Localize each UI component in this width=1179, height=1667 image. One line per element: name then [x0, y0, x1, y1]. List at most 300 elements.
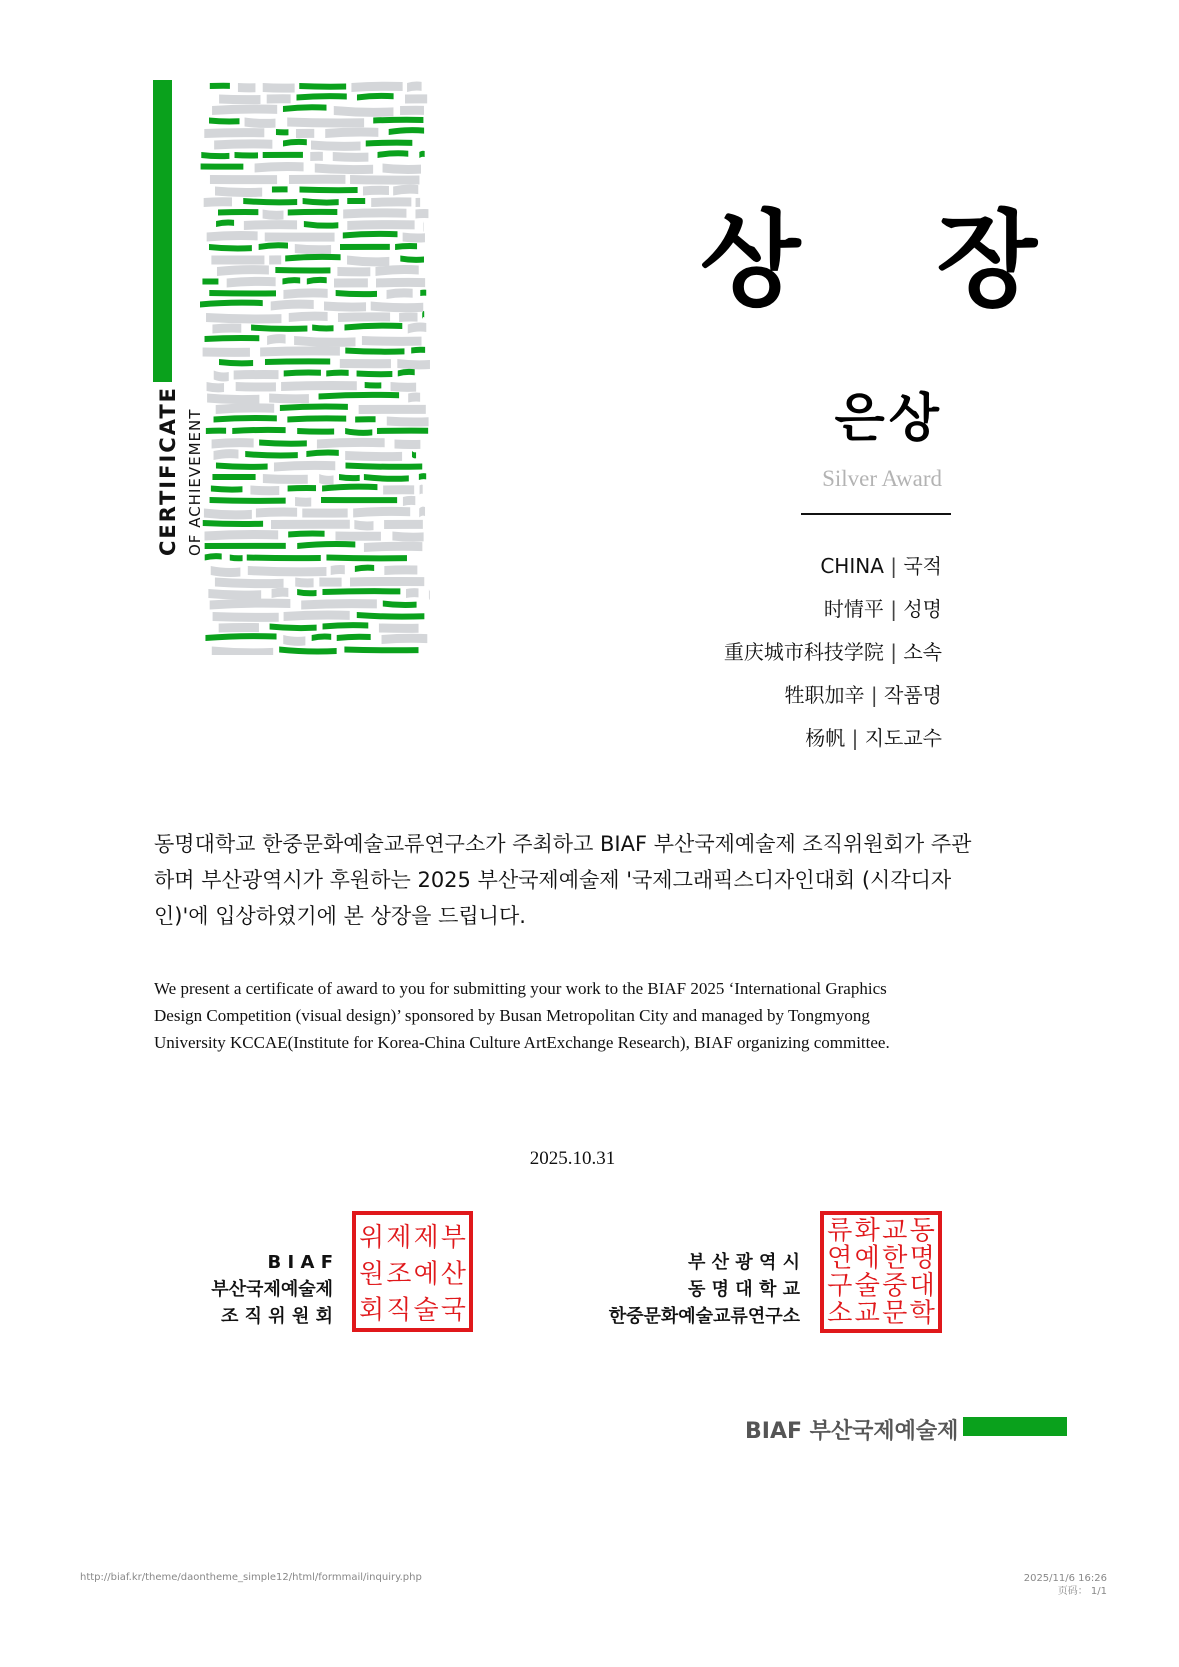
gray-stripe [212, 105, 277, 115]
gray-stripe [343, 208, 406, 218]
gray-stripe [207, 382, 224, 392]
seal-glyph: 제 [386, 1223, 412, 1254]
green-stripe [263, 152, 303, 158]
gray-stripe [204, 509, 252, 520]
gray-stripe [406, 588, 418, 598]
gray-stripe [371, 197, 411, 207]
gray-stripe [301, 599, 377, 609]
seal-glyph: 학 [909, 1298, 935, 1329]
gray-stripe [354, 520, 373, 530]
gray-stripe [397, 359, 430, 369]
gray-stripe [408, 323, 427, 334]
gray-stripe [351, 82, 402, 92]
gray-stripe [350, 577, 424, 587]
gray-stripe [319, 578, 341, 587]
separator: | [890, 554, 897, 578]
award-name-korean: 은상 [834, 389, 943, 449]
gray-stripe [250, 486, 279, 496]
gray-stripe [392, 532, 423, 542]
seal-glyph: 구 [827, 1271, 853, 1301]
seal-glyph: 류 [827, 1216, 853, 1246]
gray-stripe [238, 83, 255, 92]
green-stripe [288, 531, 324, 538]
gray-stripe [384, 520, 423, 529]
gray-stripe [302, 509, 347, 518]
green-stripe [343, 231, 398, 239]
gray-stripe [403, 496, 415, 506]
gray-stripe [212, 438, 254, 448]
gray-stripe [315, 164, 373, 175]
gray-stripe [371, 302, 424, 313]
gray-stripe [271, 300, 314, 311]
gray-stripe [408, 393, 420, 403]
separator: | [870, 683, 878, 707]
gray-stripe [400, 106, 424, 115]
info-value: 杨帆 [805, 726, 846, 750]
green-stripe [282, 277, 300, 284]
seal-glyph: 위 [359, 1223, 385, 1254]
page-number: 页码： 1/1 [1057, 1586, 1107, 1597]
green-stripe [344, 323, 402, 331]
gray-stripe [245, 118, 276, 128]
seal-glyph: 술 [854, 1271, 880, 1301]
gray-stripe [295, 244, 331, 254]
gray-stripe [204, 197, 232, 207]
green-stripe [312, 633, 332, 641]
green-stripe [214, 415, 277, 422]
gray-stripe [382, 634, 428, 644]
seal-glyph: 원 [359, 1259, 385, 1290]
separator: | [890, 640, 897, 664]
green-stripe [209, 244, 252, 252]
green-stripe [203, 520, 263, 527]
timestamp-text: 2025/11/6 16:26 [1023, 1573, 1107, 1584]
green-stripe [355, 416, 375, 422]
signatory-left [211, 1249, 333, 1330]
gray-stripe [379, 624, 419, 633]
green-stripe [205, 633, 276, 641]
green-stripe [347, 198, 365, 204]
gray-stripe [210, 175, 277, 184]
green-stripe [299, 83, 346, 90]
gray-stripe [219, 95, 260, 105]
gray-stripe [267, 94, 291, 103]
seal-glyph: 명 [909, 1243, 935, 1274]
green-stripe [364, 474, 409, 482]
gray-stripe [317, 438, 385, 449]
gray-stripe [208, 589, 261, 600]
gray-stripe [310, 152, 323, 161]
green-stripe [283, 104, 327, 112]
green-stripe [276, 129, 288, 135]
green-stripe [319, 392, 400, 400]
gray-stripe [256, 507, 297, 517]
gray-stripe [319, 474, 333, 485]
green-stripe [201, 152, 229, 159]
gray-stripe [335, 532, 380, 541]
green-stripe [322, 484, 377, 492]
green-stripe [288, 209, 338, 216]
green-stripe [312, 325, 333, 332]
green-stripe [297, 428, 334, 435]
info-row-work-title [785, 679, 942, 708]
gray-stripe [281, 381, 357, 391]
gray-stripe [283, 635, 305, 646]
seal-glyph: 교 [882, 1216, 908, 1246]
seal-glyph: 회 [359, 1295, 385, 1326]
signatory-line: 한중문화예술교류연구소 [608, 1306, 800, 1327]
gray-stripe [207, 394, 259, 405]
info-label: 지도교수 [864, 726, 942, 750]
gray-stripe [387, 288, 413, 299]
gray-stripe [419, 507, 425, 518]
seal-glyph: 대 [909, 1271, 935, 1301]
achievement-label: OF ACHIEVEMENT [186, 408, 204, 556]
gray-stripe [295, 497, 311, 507]
info-value: 重庆城市科技学院 [723, 640, 884, 664]
gray-stripe [337, 267, 370, 276]
award-name-english: Silver Award [822, 466, 942, 491]
green-stripe [275, 267, 330, 274]
gray-stripe [214, 371, 229, 382]
gray-stripe [212, 323, 241, 333]
gray-stripe [211, 255, 264, 264]
gray-stripe [217, 265, 269, 276]
green-stripe [411, 347, 425, 354]
green-stripe [210, 83, 230, 89]
green-stripe [337, 634, 371, 641]
signatory-line: B I A F [267, 1252, 333, 1273]
gray-stripe [287, 118, 364, 128]
gray-stripe [363, 186, 389, 196]
green-stripe [336, 290, 377, 297]
biaf-logo-text: BIAF 부산국제예술제 [745, 1419, 959, 1444]
green-stripe [377, 428, 428, 434]
seal-glyph: 문 [882, 1298, 908, 1329]
green-stripe [420, 290, 426, 296]
official-seal-right [820, 1211, 942, 1333]
info-label: 작품명 [884, 683, 942, 707]
gray-stripe [347, 256, 389, 267]
green-stripe [202, 278, 218, 284]
gray-stripe [407, 81, 422, 92]
green-stripe [272, 186, 288, 192]
green-stripe [234, 152, 258, 158]
certificate-label: CERTIFICATE [156, 386, 180, 556]
green-stripe [200, 300, 263, 308]
gray-stripe [347, 220, 414, 230]
info-value: 牲职加辛 [784, 683, 865, 707]
green-stripe [378, 150, 409, 158]
gray-stripe [212, 647, 273, 656]
green-stripe [205, 553, 222, 560]
gray-stripe [338, 312, 390, 322]
gray-stripe [236, 382, 276, 392]
green-stripe [412, 451, 416, 458]
accent-vertical-bar [153, 80, 172, 382]
issue-date: 2025.10.31 [529, 1148, 616, 1169]
gray-stripe [334, 106, 394, 117]
green-stripe [259, 242, 288, 250]
seal-glyph: 직 [386, 1295, 412, 1326]
green-stripe [323, 622, 369, 629]
green-stripe [280, 403, 348, 411]
official-seal-left [352, 1211, 473, 1332]
info-value: CHINA [820, 554, 884, 578]
green-stripe [247, 555, 321, 562]
green-stripe [243, 198, 297, 205]
gray-stripe [271, 520, 350, 529]
signatory-line: 동 명 대 학 교 [687, 1279, 800, 1300]
green-stripe [400, 256, 424, 263]
gray-stripe [295, 578, 313, 588]
green-stripe [201, 164, 244, 170]
gray-stripe [284, 611, 350, 621]
gray-stripe [289, 312, 328, 322]
gray-stripe [383, 485, 414, 494]
gray-stripe [340, 359, 391, 368]
green-stripe [357, 93, 394, 101]
page-url: http://biaf.kr/theme/daontheme_simple12/html/formmail/inquiry.php [80, 1572, 422, 1583]
gray-stripe [210, 599, 291, 610]
gray-stripe [345, 451, 402, 461]
divider [801, 513, 951, 515]
gray-stripe [362, 336, 422, 346]
seal-glyph: 한 [882, 1243, 908, 1274]
gray-stripe [274, 461, 335, 472]
seal-glyph: 예 [413, 1259, 439, 1290]
wave-artwork [150, 75, 450, 655]
gray-stripe [215, 578, 284, 589]
info-label: 국적 [903, 554, 942, 578]
gray-stripe [395, 440, 421, 450]
gray-stripe [255, 162, 304, 173]
green-stripe [206, 428, 226, 434]
gray-stripe [375, 265, 418, 276]
gray-stripe [269, 394, 309, 404]
green-stripe [383, 601, 417, 609]
gray-stripe [296, 129, 314, 138]
seal-glyph: 예 [854, 1243, 880, 1274]
gray-stripe [350, 175, 419, 185]
gray-stripe [324, 302, 366, 312]
gray-stripe [216, 403, 274, 414]
seal-glyph: 부 [440, 1223, 466, 1254]
gray-stripe [334, 278, 368, 287]
gray-stripe [403, 233, 425, 243]
seal-glyph: 동 [909, 1216, 935, 1246]
green-stripe [205, 335, 260, 342]
green-stripe [230, 555, 243, 562]
gray-stripe [206, 313, 281, 323]
green-stripe [218, 209, 258, 215]
green-stripe [419, 473, 426, 480]
gray-stripe [294, 336, 355, 347]
green-stripe [419, 151, 424, 158]
signatory-line: 부 산 광 역 시 [687, 1252, 800, 1273]
green-stripe [259, 440, 307, 447]
seal-glyph: 교 [854, 1298, 880, 1329]
green-stripe [304, 221, 338, 229]
green-stripe [389, 127, 424, 135]
green-stripe [232, 427, 285, 434]
green-stripe [285, 254, 340, 262]
gray-stripe [203, 348, 250, 357]
signatory-line: 조 직 위 원 회 [220, 1306, 333, 1327]
signatory-right [609, 1249, 800, 1330]
seal-glyph: 중 [882, 1271, 908, 1301]
gray-stripe [331, 565, 345, 575]
green-stripe [303, 198, 339, 206]
gray-stripe [227, 277, 276, 288]
green-stripe [307, 277, 327, 285]
seal-glyph: 제 [413, 1223, 439, 1254]
green-stripe [270, 624, 317, 632]
gray-stripe [383, 164, 421, 175]
gray-stripe [248, 566, 327, 576]
seal-glyph: 산 [440, 1259, 466, 1290]
gray-stripe [420, 485, 423, 495]
info-row-name [824, 593, 942, 622]
green-stripe [219, 359, 253, 366]
gray-stripe [205, 530, 279, 540]
gray-stripe [263, 210, 284, 220]
gray-stripe [429, 589, 430, 600]
green-stripe [344, 647, 418, 654]
info-label: 성명 [903, 597, 942, 621]
gray-stripe [364, 542, 422, 552]
green-stripe [212, 474, 255, 480]
gray-stripe [423, 221, 424, 232]
gray-stripe [260, 346, 340, 356]
gray-stripe [387, 417, 429, 427]
green-stripe [209, 290, 276, 296]
green-stripe [355, 565, 374, 572]
info-row-nationality [820, 550, 942, 579]
green-stripe [251, 325, 307, 332]
body-text-english: We present a certificate of award to you for submitting your work to the BIAF 2025 ‘International Graphics Design Competition (visual design)’ sponsored by Busan Metropolitan City and managed by Tongmyong University KCCAE(Institute for Korea-China Culture ArtExchange Research), BIAF organizing committee. [154, 979, 890, 1052]
gray-stripe [269, 255, 281, 264]
gray-stripe [263, 83, 295, 93]
gray-stripe [384, 565, 417, 575]
signatory-line: 부산국제예술제 [211, 1279, 333, 1300]
green-stripe [284, 369, 321, 376]
green-stripe [422, 311, 424, 319]
gray-stripe [376, 278, 425, 288]
gray-stripe [213, 612, 279, 622]
gray-stripe [283, 288, 327, 299]
body-text-korean: 동명대학교 한중문화예술교류연구소가 주최하고 BIAF 부산국제예술제 조직위원회가 주관하며 부산광역시가 후원하는 2025 부산국제예술제 '국제그래픽스디자인대회 (시각디자인)'에 입상하였기에 본 상장을 드립니다. [154, 832, 972, 928]
green-stripe [288, 485, 316, 492]
gray-stripe [399, 313, 417, 322]
info-row-advisor [805, 722, 942, 751]
green-stripe [210, 497, 286, 504]
print-timestamp [1024, 1572, 1107, 1598]
green-stripe [297, 541, 355, 549]
gray-stripe [415, 209, 428, 218]
gray-stripe [333, 152, 369, 162]
separator: | [851, 726, 859, 750]
green-stripe [299, 187, 357, 194]
seal-glyph: 국 [440, 1295, 466, 1326]
logo-accent-bar [963, 1417, 1067, 1436]
green-stripe [398, 369, 415, 377]
gray-stripe [405, 94, 427, 103]
seal-glyph: 소 [827, 1298, 853, 1329]
green-stripe [326, 370, 348, 377]
green-stripe [346, 463, 423, 470]
green-stripe [211, 486, 243, 493]
green-stripe [209, 118, 239, 125]
green-stripe [326, 555, 407, 562]
gray-stripe [215, 187, 262, 198]
certificate-title: 상 장 [700, 199, 1088, 321]
green-stripe [283, 139, 307, 147]
info-label: 소속 [903, 640, 942, 664]
seal-glyph: 연 [827, 1243, 853, 1274]
gray-stripe [416, 198, 421, 207]
green-stripe [345, 348, 404, 355]
green-stripe [296, 93, 346, 100]
green-stripe [357, 612, 425, 620]
green-stripe [345, 428, 372, 436]
seal-glyph: 화 [854, 1216, 880, 1246]
green-stripe [366, 140, 413, 147]
green-stripe [265, 358, 330, 365]
gray-stripe [265, 233, 335, 242]
green-stripe [373, 117, 423, 124]
green-stripe [306, 450, 338, 457]
green-stripe [205, 543, 286, 549]
green-stripe [322, 588, 400, 595]
green-stripe [357, 371, 393, 378]
gray-stripe [214, 449, 239, 460]
green-stripe [245, 451, 298, 458]
gray-stripe [359, 405, 426, 414]
green-stripe [321, 497, 397, 503]
green-stripe [287, 415, 346, 422]
green-stripe [340, 244, 390, 250]
info-row-affiliation [724, 636, 942, 665]
green-stripe [216, 463, 268, 470]
green-stripe [279, 647, 336, 655]
gray-stripe [267, 334, 285, 345]
gray-stripe [204, 128, 264, 138]
gray-stripe [311, 141, 361, 151]
gray-stripe [244, 220, 297, 230]
gray-stripe [219, 623, 259, 633]
green-stripe [216, 220, 234, 227]
gray-stripe [289, 175, 345, 184]
green-stripe [297, 589, 316, 596]
gray-stripe [391, 382, 417, 392]
gray-stripe [325, 128, 378, 138]
gray-stripe [211, 566, 241, 577]
gray-stripe [353, 507, 410, 518]
gray-stripe [263, 474, 308, 484]
seal-glyph: 조 [386, 1259, 412, 1290]
green-stripe [339, 474, 360, 481]
gray-stripe [207, 231, 258, 242]
green-stripe [395, 243, 417, 250]
gray-stripe [214, 139, 272, 149]
gray-stripe [272, 588, 289, 598]
separator: | [890, 597, 897, 621]
green-stripe [365, 382, 382, 389]
info-value: 时情平 [823, 597, 884, 621]
seal-glyph: 술 [413, 1295, 439, 1326]
gray-stripe [234, 370, 279, 379]
